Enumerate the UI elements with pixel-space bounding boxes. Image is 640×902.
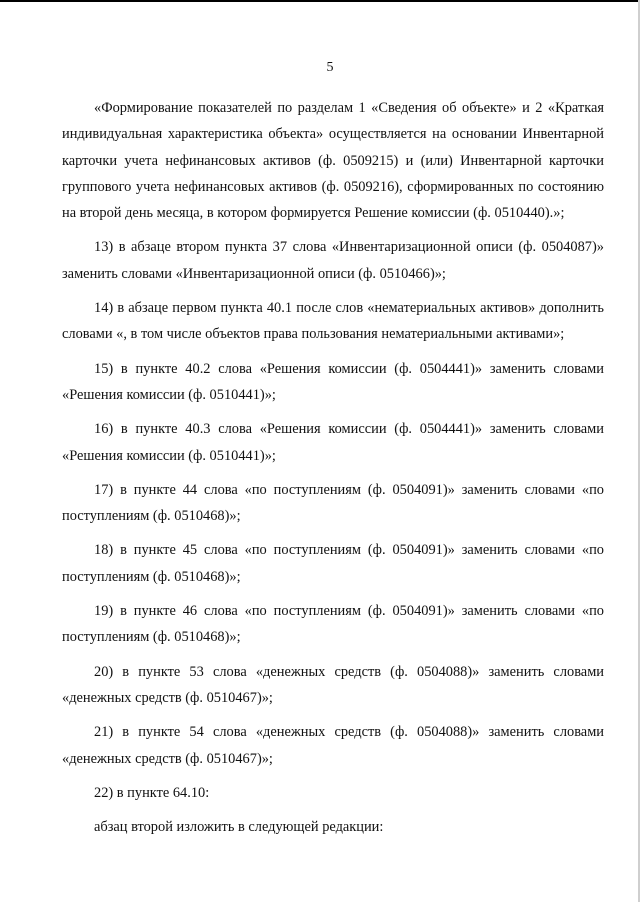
paragraph-item-16: 16) в пункте 40.3 слова «Решения комиссии (ф. 0504441)» заменить словами «Решения комиссии (ф. 0510441)»;	[62, 421, 604, 464]
paragraph-forming-indicators: «Формирование показателей по разделам 1 «Сведения об объекте» и 2 «Краткая индивидуальная характеристика объекта» осуществляется на основании Инвентарной карточки учета нефинансовых активов (ф. 0509215) и (или) Инвентарной карточки группового учета нефинансовых активов (ф. 0509216), сформированных по состоянию на второй день месяца, в котором формируется Решение комиссии (ф. 0510440).»;	[62, 100, 604, 222]
paragraph-item-17: 17) в пункте 44 слова «по поступлениям (ф. 0504091)» заменить словами «по поступлениям (ф. 0510468)»;	[62, 481, 604, 525]
scan-top-edge	[0, 0, 640, 2]
paragraph-item-15: 15) в пункте 40.2 слова «Решения комиссии (ф. 0504441)» заменить словами «Решения комиссии (ф. 0510441)»;	[62, 360, 604, 403]
page-number: 5	[326, 60, 334, 75]
paragraph-item-13: 13) в абзаце втором пункта 37 слова «Инвентаризационной описи (ф. 0504087)» заменить словами «Инвентаризационной описи (ф. 0510466)»;	[62, 239, 604, 282]
paragraph-item-19: 19) в пункте 46 слова «по поступлениям (ф. 0504091)» заменить словами «по поступлениям (ф. 0510468)»;	[62, 603, 604, 646]
paragraph-item-20: 20) в пункте 53 слова «денежных средств (ф. 0504088)» заменить словами «денежных средств (ф. 0510467)»;	[62, 663, 604, 706]
paragraph-item-14: 14) в абзаце первом пункта 40.1 после слов «нематериальных активов» дополнить словами «, в том числе объектов права пользования нематериальными активами»;	[62, 300, 604, 343]
paragraph-item-21: 21) в пункте 54 слова «денежных средств (ф. 0504088)» заменить словами «денежных средств (ф. 0510467)»;	[62, 724, 604, 767]
paragraph-item-18: 18) в пункте 45 слова «по поступлениям (ф. 0504091)» заменить словами «по поступлениям (ф. 0510468)»;	[62, 542, 604, 585]
paragraph-item-22: 22) в пункте 64.10:	[94, 784, 210, 801]
paragraph-second-abzac: абзац второй изложить в следующей редакции:	[94, 819, 384, 836]
document-body	[62, 95, 604, 840]
